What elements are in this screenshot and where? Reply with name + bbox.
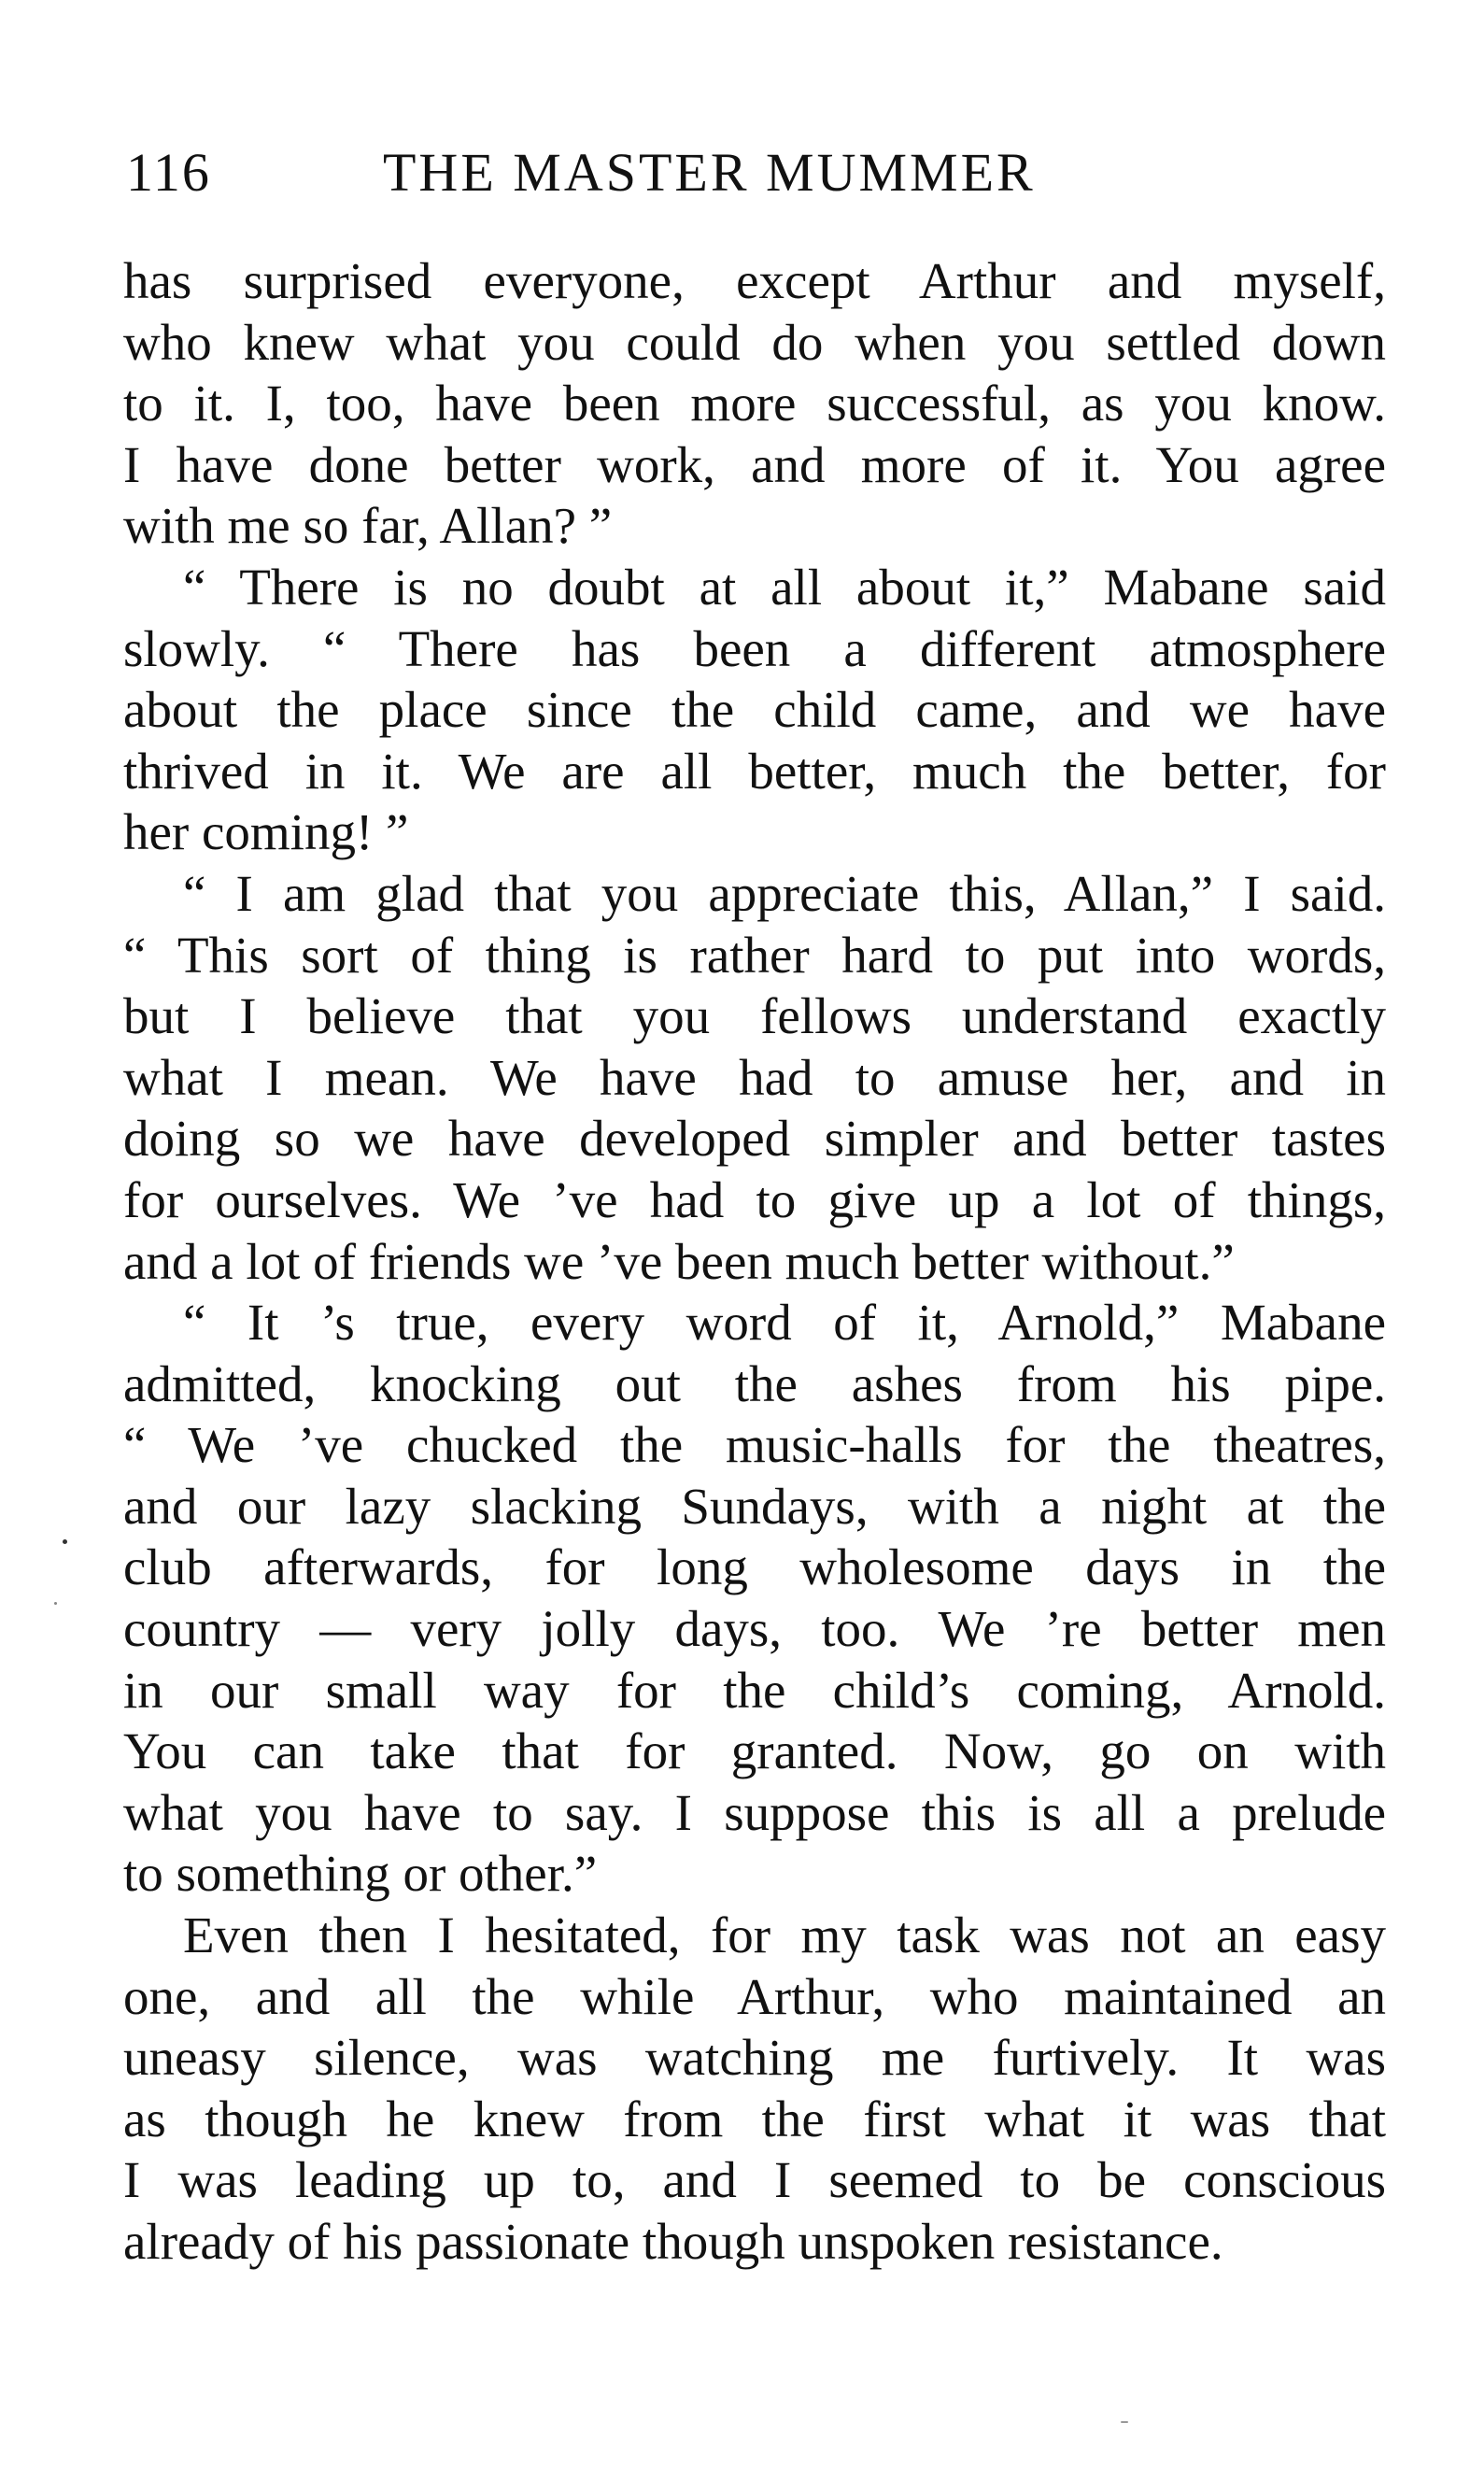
text-line: her coming! ”	[123, 803, 409, 861]
text-line: what you have to say. I suppose this is all a prelude	[123, 1783, 1386, 1841]
text-line: uneasy silence, was watching me furtively. It was	[123, 2029, 1386, 2087]
text-line: “ There is no doubt at all about it,” Mabane said	[183, 558, 1386, 616]
text-line: You can take that for granted. Now, go on with	[123, 1722, 1386, 1780]
text-line: “ It ’s true, every word of it, Arnold,” Mabane	[183, 1294, 1386, 1352]
text-line: with me so far, Allan? ”	[123, 497, 613, 555]
scan-speck	[1121, 2421, 1128, 2423]
text-line: but I believe that you fellows understand exactly	[123, 987, 1386, 1045]
text-line: in our small way for the child’s coming, Arnold.	[123, 1661, 1386, 1719]
text-line: already of his passionate though unspoken resistance.	[123, 2213, 1223, 2270]
text-line: about the place since the child came, and we have	[123, 681, 1386, 739]
scan-speck	[54, 1602, 57, 1605]
text-line: and a lot of friends we ’ve been much better without.”	[123, 1232, 1235, 1290]
text-line: as though he knew from the first what it was that	[123, 2090, 1386, 2147]
text-line: I have done better work, and more of it. You agree	[123, 435, 1386, 493]
text-line: to it. I, too, have been more successful, as you know.	[123, 375, 1386, 432]
scan-speck	[63, 1539, 67, 1544]
text-line: slowly. “ There has been a different atmosphere	[123, 619, 1386, 677]
text-line: Even then I hesitated, for my task was not an easy	[183, 1906, 1386, 1964]
text-line: who knew what you could do when you settled down	[123, 313, 1386, 371]
text-line: “ We ’ve chucked the music-halls for the theatres,	[123, 1416, 1386, 1474]
text-line: and our lazy slacking Sundays, with a night at the	[123, 1477, 1386, 1535]
text-line: to something or other.”	[123, 1845, 598, 1903]
text-line: “ This sort of thing is rather hard to put into words,	[123, 926, 1386, 984]
text-line: doing so we have developed simpler and better tastes	[123, 1110, 1386, 1168]
text-line: club afterwards, for long wholesome days in the	[123, 1538, 1386, 1596]
text-line: “ I am glad that you appreciate this, Allan,” I said.	[183, 864, 1386, 922]
text-line: thrived in it. We are all better, much the better, for	[123, 742, 1386, 800]
text-line: one, and all the while Arthur, who maintained an	[123, 1967, 1386, 2025]
text-line: for ourselves. We ’ve had to give up a lot of things,	[123, 1170, 1386, 1228]
book-title: THE MASTER MUMMER	[383, 142, 1036, 203]
running-head	[126, 135, 1382, 210]
text-line: what I mean. We have had to amuse her, and in	[123, 1048, 1386, 1106]
text-line: has surprised everyone, except Arthur and myself,	[123, 252, 1386, 309]
text-line: admitted, knocking out the ashes from his pipe.	[123, 1354, 1386, 1412]
text-line: country — very jolly days, too. We ’re better men	[123, 1600, 1386, 1658]
page-number: 116	[126, 142, 211, 203]
text-line: I was leading up to, and I seemed to be conscious	[123, 2151, 1386, 2209]
body-text	[123, 250, 1386, 2273]
